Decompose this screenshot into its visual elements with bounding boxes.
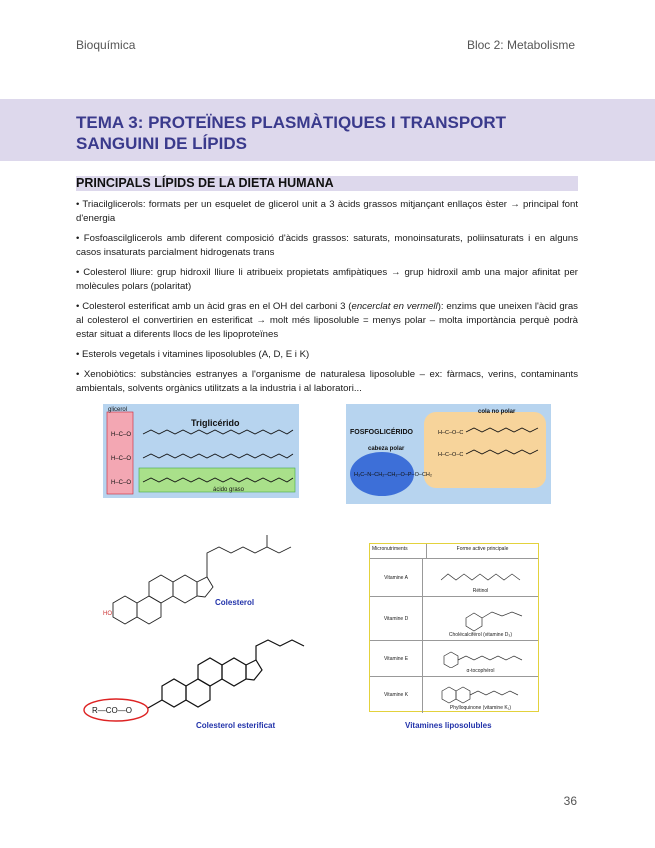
phospho-head-label: cabeza polar [368, 446, 405, 452]
cholesterol-figure [103, 523, 313, 628]
bullet-ester-after: ): enzims que uneixen l'àcid gras al colesterol el convertirien en esterificat → molt més liposoluble = menys polar – molta importància perquè podrà estar situat a diferents llocs de les lipoproteïnes [76, 301, 578, 340]
vitamins-figure [369, 543, 539, 712]
vitamin-form: Phylloquinone (vitamine K₁) [449, 705, 512, 711]
svg-text:H–C–O: H–C–O [111, 456, 132, 462]
cholesterol-caption: Colesterol [215, 598, 255, 607]
bullet-free-cholesterol: • Colesterol lliure: grup hidroxil lliure li atribueix propietats amfipàtiques → grup hidroxil amb una major afinitat per molècules polars (polaritat) [76, 267, 578, 292]
bullet-xenobiotics: • Xenobiòtics: substàncies estranyes a l'organisme de naturalesa liposoluble – ex: fàrmacs, verins, contaminants ambientals, solvents orgànics utilitzats a la industria i al laboratori... [76, 369, 578, 394]
bullet-triacylglycerols: • Triacilglicerols: formats per un esquelet de glicerol unit a 3 àcids grassos mitjançant enllaços èster → principal font d'energia [76, 199, 578, 224]
vitamin-form: α-tocophérol [466, 668, 495, 674]
svg-text:H–C–O: H–C–O [111, 480, 132, 486]
tocopherol-structure-icon [436, 648, 526, 668]
svg-text:H–C–O–C: H–C–O–C [438, 452, 464, 458]
triglyceride-figure [103, 404, 299, 498]
cholecalciferol-structure-icon [436, 604, 526, 632]
vitamin-row [370, 597, 538, 641]
vitamins-header-2: Forme active principale [456, 546, 509, 552]
ester-figure [78, 622, 328, 734]
header-subject: Bioquímica [76, 38, 136, 52]
phosphoglyceride-figure [346, 404, 551, 504]
ester-group: R—CO—O [92, 706, 132, 715]
bullet-ester-italic: encerclat en vermell [351, 301, 438, 312]
fatty-acid-label: ácido graso [213, 487, 245, 493]
vitamin-name: Vitamine D [370, 597, 423, 640]
vitamin-name: Vitamine A [370, 559, 423, 596]
header-block: Bloc 2: Metabolisme [466, 38, 575, 52]
vitamin-row [370, 641, 538, 677]
vitamins-header-1: Micronutriments [370, 544, 427, 558]
page-title: TEMA 3: PROTEÏNES PLASMÀTIQUES I TRANSPORT SANGUINI DE LÍPIDS [76, 113, 507, 153]
svg-text:H–C–O: H–C–O [111, 432, 132, 438]
vitamin-name: Vitamine E [370, 641, 423, 676]
bullet-sterols-vitamins: • Esterols vegetals i vitamines liposolubles (A, D, E i K) [76, 349, 310, 360]
svg-text:H₃C–N–CH₂–CH₂–O–P–O–CH₂: H₃C–N–CH₂–CH₂–O–P–O–CH₂ [354, 472, 433, 478]
vitamin-row [370, 559, 538, 597]
vitamins-caption: Vitamines liposolubles [405, 721, 492, 730]
phospho-tail-label: cola no polar [478, 409, 516, 415]
glycerol-label: glicerol [108, 407, 128, 413]
phylloquinone-structure-icon [436, 683, 526, 705]
triglyceride-title: Triglicérido [191, 418, 240, 428]
vitamin-row [370, 677, 538, 713]
svg-text:H–C–O–C: H–C–O–C [438, 430, 464, 436]
svg-text:HO: HO [103, 611, 112, 617]
bullet-esterified-cholesterol [76, 300, 578, 342]
page-number: 36 [563, 794, 577, 808]
vitamin-form: Rétinol [472, 588, 489, 594]
ester-caption: Colesterol esterificat [196, 721, 276, 730]
section-heading: PRINCIPALS LÍPIDS DE LA DIETA HUMANA [76, 176, 578, 191]
vitamin-form: Cholécalciférol (vitamine D₃) [448, 632, 513, 638]
bullet-list [76, 198, 578, 402]
phospho-title: FOSFOGLICÉRIDO [350, 429, 413, 436]
bullet-ester-before: • Colesterol esterificat amb un àcid gras en el OH del carboni 3 ( [76, 301, 352, 312]
bullet-phospholipids: • Fosfoascilglicerols amb diferent composició d'àcids grassos: saturats, monoinsaturats, poliinsaturats i en alguns casos insaturats parcialment hidrogenats trans [76, 233, 578, 258]
vitamin-name: Vitamine K [370, 677, 423, 713]
retinol-structure-icon [436, 568, 526, 588]
